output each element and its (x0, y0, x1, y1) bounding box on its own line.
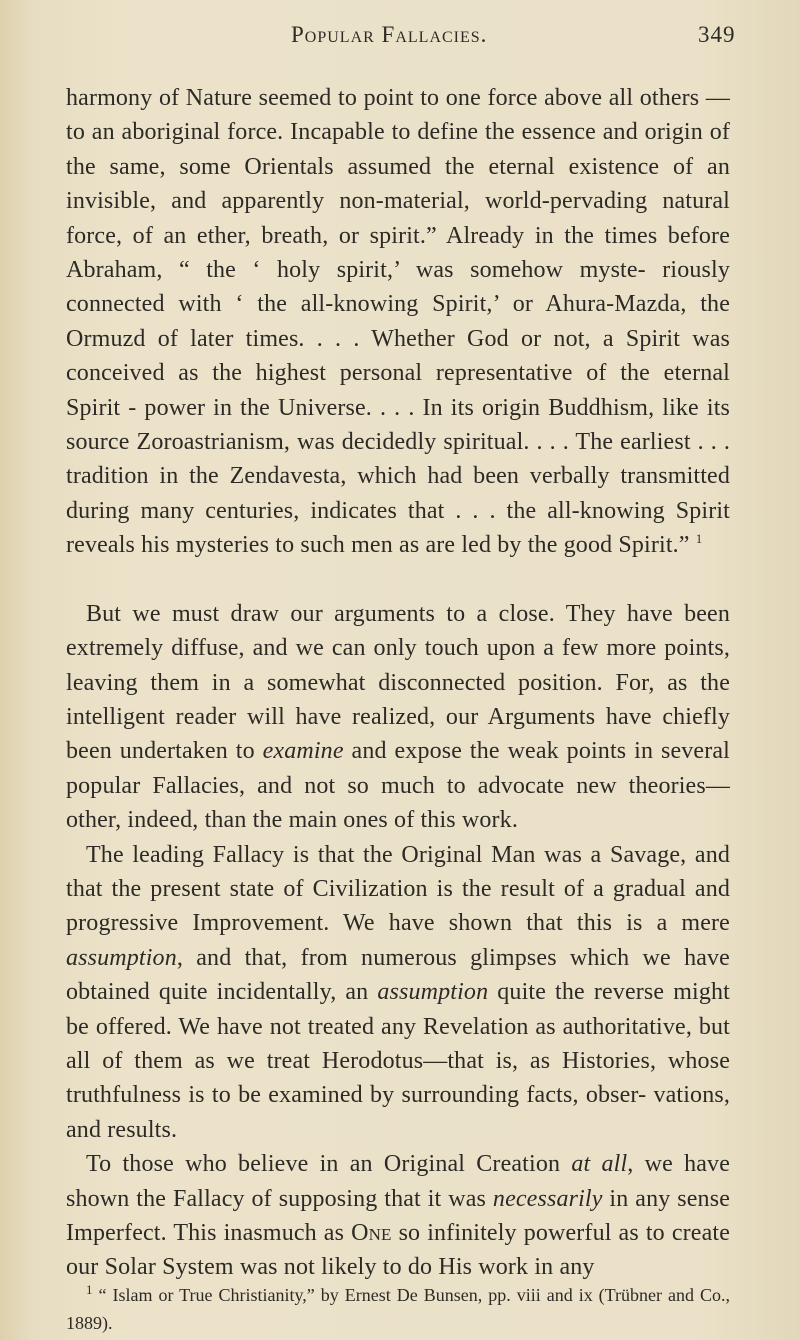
page-header (0, 20, 800, 60)
paragraph-3-emphasis-1: assumption (66, 944, 177, 971)
paragraph-4-text-a: To those who believe in an Original Creation (86, 1151, 572, 1178)
paragraph-2-text-a: But we must draw our arguments to a close. They have been extremely diffuse, and we can only touch upon a few more points, leaving them in a somewhat disconnected position. For, as the intelligent reader will have realized, our Arguments have chiefly been undertaken to (66, 600, 730, 765)
paragraph-3-text-b: , and that, from numerous glimpses which we have obtained quite incidentally, an (66, 944, 730, 1006)
running-head: Popular Fallacies. (291, 22, 488, 47)
paragraph-2-text-b: and expose the weak points in several popular Fallacies, and not so much to advocate new theories—other, indeed, than the main ones of this work. (66, 738, 730, 834)
paragraph-4-small-caps: One (351, 1220, 392, 1246)
paragraph-1 (66, 81, 730, 563)
body-text (66, 81, 730, 1285)
paragraph-4-emphasis-1: at all (571, 1151, 628, 1178)
paragraph-3 (66, 838, 730, 1148)
paragraph-2-emphasis: examine (262, 738, 344, 765)
footnote (66, 1281, 730, 1337)
paragraph-4-text-d: so infinitely powerful as to create our Solar System was not likely to do His work in any (66, 1220, 730, 1281)
footnote-reference (690, 532, 703, 558)
paragraph-3-emphasis-2: assumption (377, 979, 489, 1006)
paragraph-2 (66, 597, 730, 838)
footnote-reference-marker: 1 (695, 531, 703, 547)
footnote-marker: 1 (86, 1282, 93, 1297)
paragraph-4-text-c: in any sense Imperfect. This inasmuch as (66, 1185, 730, 1246)
paragraph-4-emphasis-2: necessarily (492, 1185, 603, 1212)
paragraph-3-text-a: The leading Fallacy is that the Original Man was a Savage, and that the present state of Civilization is the result of a gradual and progressive Improvement. We have shown that this is a mere (66, 841, 730, 937)
paragraph-gap (66, 563, 730, 597)
paragraph-1-text: harmony of Nature seemed to point to one force above all others —to an aboriginal force. Incapable to define the essence and origin of the same, some Orientals assumed the eternal existence of an invisible, and apparently non-material, world-pervading natural force, of an ether, breath, or spirit.” Already in the times before Abraham, “ the ‘ holy spirit,’ was somehow myste- riously connected with ‘ the all-knowing Spirit,’ or Ahura-Mazda, the Ormuzd of later times. . . . Whether God or not, a Spirit was conceived as the highest personal representative of the eternal Spirit - power in the Universe. . . . In its origin Buddhism, like its source Zoroastrianism, was decidedly spiritual. . . . The earliest . . . tradition in the Zendavesta, which had been verbally transmitted during many centuries, indicates that . . . the all-knowing Spirit reveals his mysteries to such men as are led by the good Spirit.” (66, 85, 730, 559)
paragraph-4-text-b: , we have shown the Fallacy of supposing that it was (66, 1151, 731, 1212)
paragraph-4 (66, 1147, 730, 1285)
paragraph-3-text-c: quite the reverse might be offered. We have not treated any Revelation as authoritative, but all of them as we treat Herodotus—that is, as Histories, whose truthfulness is to be examined by surrounding facts, obser- vations, and results. (66, 979, 730, 1143)
footnote-text: “ Islam or True Christianity,” by Ernest De Bunsen, pp. viii and ix (Trübner and Co., 1889). (66, 1285, 730, 1333)
page-number: 349 (698, 22, 736, 47)
